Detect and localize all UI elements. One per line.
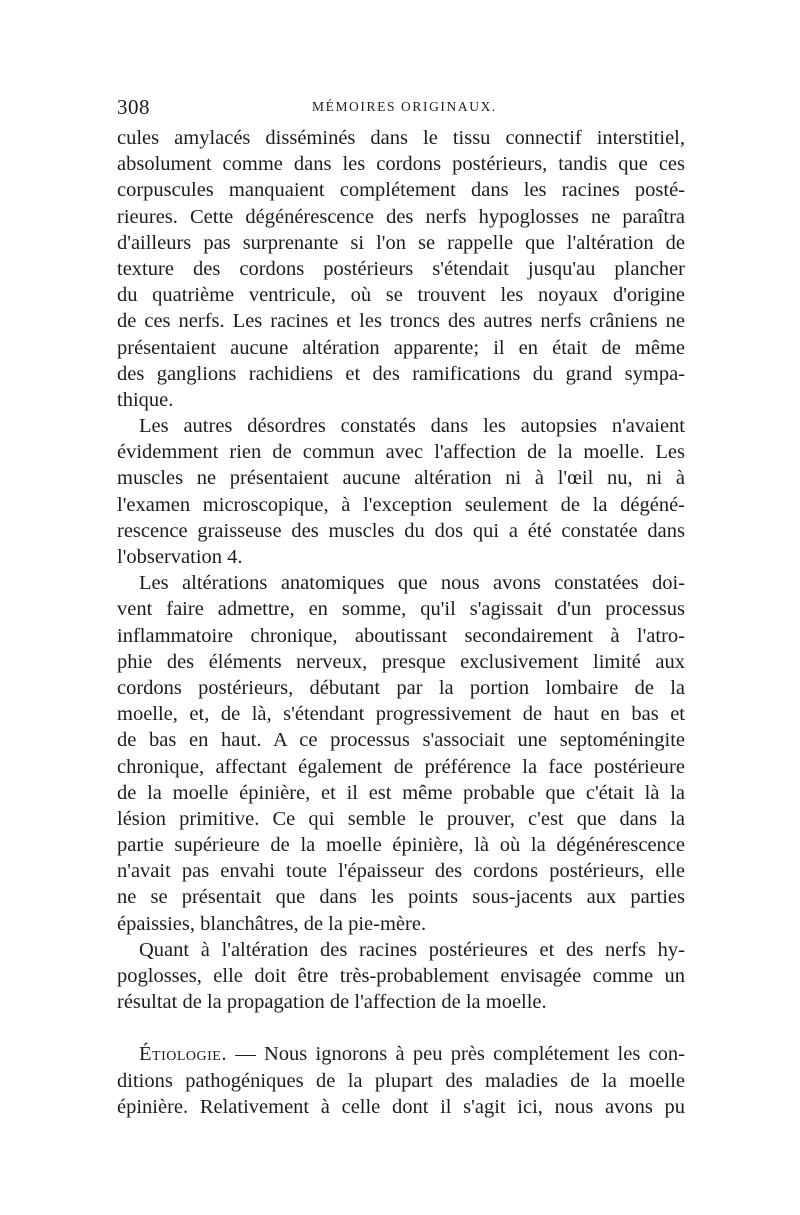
text-line: n'avait pas envahi toute l'épaisseur des cordons postérieurs, elle: [117, 860, 685, 883]
paragraph-2: [117, 413, 685, 570]
text-line: des ganglions rachidiens et des ramifications du grand sympa-: [117, 362, 685, 385]
text-line: épinière. Relativement à celle dont il s'agit ici, nous avons pu: [117, 1095, 685, 1118]
text-line: lésion primitive. Ce qui semble le prouver, c'est que dans la: [117, 807, 685, 830]
text-line: inflammatoire chronique, aboutissant secondairement à l'atro-: [117, 624, 685, 647]
text-line: ditions pathogéniques de la plupart des maladies de la moelle: [117, 1069, 685, 1092]
etiology-section: [117, 1041, 685, 1120]
text-line: d'ailleurs pas surprenante si l'on se rappelle que l'altération de: [117, 231, 685, 254]
section-heading-etiology: Étiologie.: [139, 1043, 227, 1066]
paragraph-4: [117, 937, 685, 1016]
text-line: cules amylacés disséminés dans le tissu connectif interstitiel,: [117, 127, 685, 149]
text-line: moelle, et, de là, s'étendant progressivement de haut en bas et: [117, 703, 685, 726]
text-line: de bas en haut. A ce processus s'associait une septoméningite: [117, 729, 685, 752]
text-line: corpuscules manquaient complétement dans les racines posté-: [117, 179, 685, 202]
text-line: épaissies, blanchâtres, de la pie-mère.: [117, 912, 427, 935]
page-number: 308: [117, 95, 150, 119]
text-line: partie supérieure de la moelle épinière, là où la dégénérescence: [117, 834, 685, 857]
text-line: de la moelle épinière, et il est même probable que c'était là la: [117, 781, 685, 804]
text-line: présentaient aucune altération apparente; il en était de même: [117, 336, 685, 359]
text-line: du quatrième ventricule, où se trouvent les noyaux d'origine: [117, 284, 685, 307]
etiology-first-line: — Nous ignorons à peu près complétement les con-: [226, 1043, 685, 1066]
text-line: cordons postérieurs, débutant par la portion lombaire de la: [117, 676, 685, 699]
running-title: MÉMOIRES ORIGINAUX.: [312, 99, 497, 114]
text-line: de ces nerfs. Les racines et les troncs des autres nerfs crâniens ne: [117, 310, 685, 333]
text-line: rescence graisseuse des muscles du dos qui a été constatée dans: [117, 519, 685, 542]
text-line: thique.: [117, 388, 174, 411]
text-line: Les autres désordres constatés dans les autopsies n'avaient: [139, 415, 685, 438]
section-gap: [117, 1015, 685, 1041]
text-line: [117, 1041, 685, 1067]
text-line: chronique, affectant également de préférence la face postérieure: [117, 755, 685, 778]
body-text: [117, 125, 685, 1120]
text-line: phie des éléments nerveux, presque exclusivement limité aux: [117, 650, 685, 673]
text-line: texture des cordons postérieurs s'étendait jusqu'au plancher: [117, 257, 685, 280]
text-line: ne se présentait que dans les points sous-jacents aux parties: [117, 886, 685, 909]
text-line: vent faire admettre, en somme, qu'il s'agissait d'un processus: [117, 598, 685, 621]
text-line: muscles ne présentaient aucune altération ni à l'œil nu, ni à: [117, 467, 685, 490]
paragraph-3: [117, 570, 685, 937]
text-line: évidemment rien de commun avec l'affection de la moelle. Les: [117, 441, 685, 464]
text-line: Quant à l'altération des racines postérieures et des nerfs hy-: [139, 938, 685, 961]
text-line: l'observation 4.: [117, 546, 243, 568]
text-line: rieures. Cette dégénérescence des nerfs hypoglosses ne paraîtra: [117, 205, 685, 228]
text-line: résultat de la propagation de l'affection de la moelle.: [117, 991, 547, 1014]
text-line: absolument comme dans les cordons postérieurs, tandis que ces: [117, 153, 685, 176]
text-line: poglosses, elle doit être très-probablement envisagée comme un: [117, 965, 685, 987]
running-head: [117, 95, 685, 123]
text-line: l'examen microscopique, à l'exception seulement de la dégéné-: [117, 493, 685, 516]
text-line: Les altérations anatomiques que nous avons constatées doi-: [139, 572, 685, 595]
paragraph-1: [117, 125, 685, 413]
